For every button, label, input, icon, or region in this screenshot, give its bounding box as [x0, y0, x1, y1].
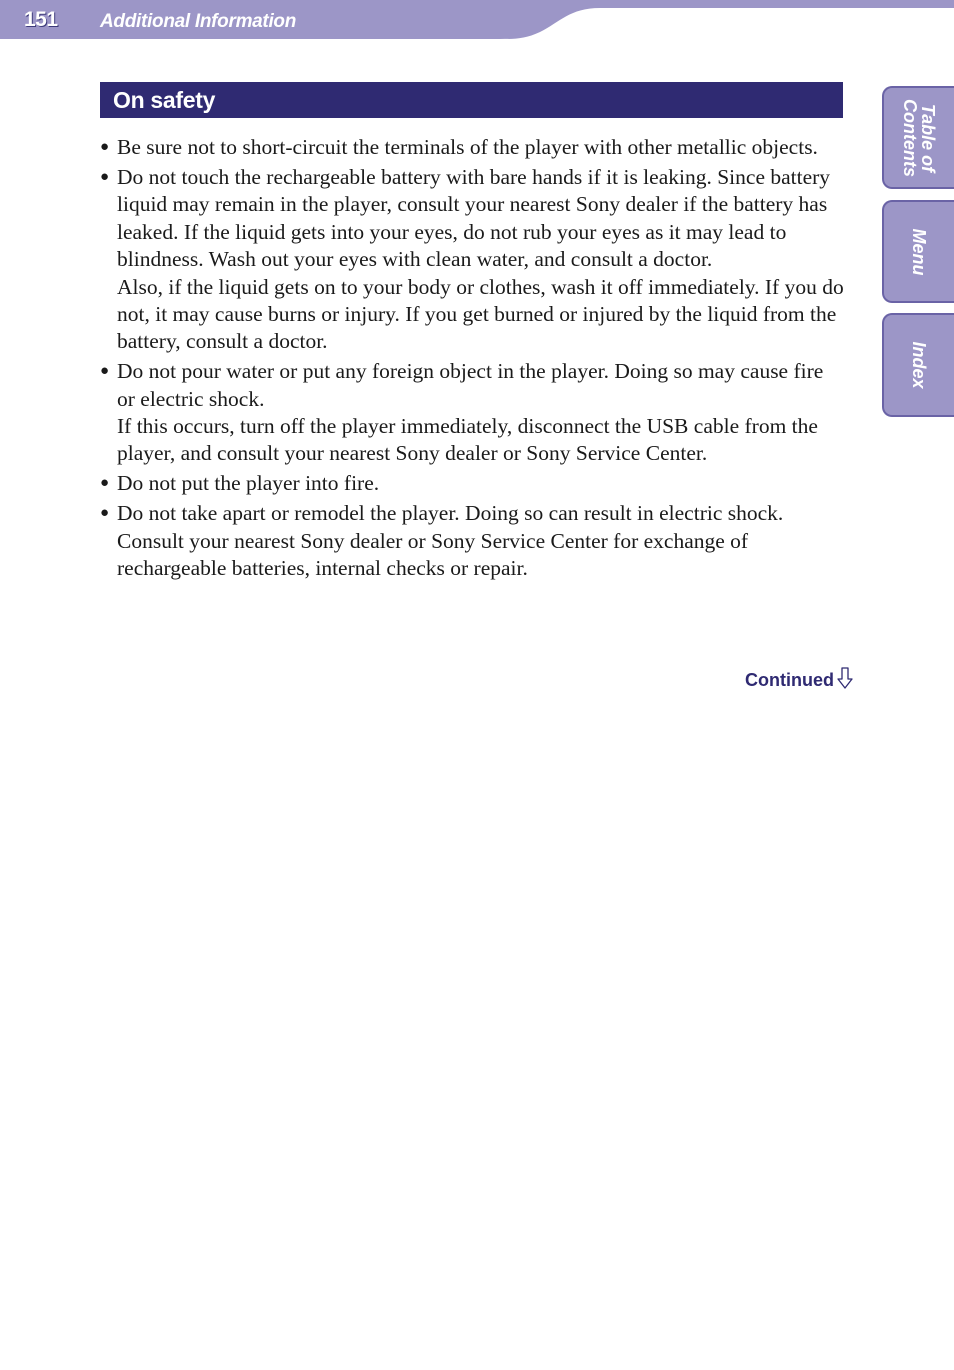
title-bar [100, 82, 843, 118]
tab-menu[interactable] [882, 200, 954, 303]
paragraph: Do not take apart or remodel the player. Doing so can result in electric shock. Consult your nearest Sony dealer or Sony Service Center for exchange of rechargeable batteries, internal checks or repair. [117, 501, 784, 581]
paragraph: Do not touch the rechargeable battery with bare hands if it is leaking. Since battery liquid may remain in the player, consult your nearest Sony dealer if the battery has leaked. If the liquid gets into your eyes, do not rub your eyes as it may lead to blindness. Wash out your eyes with clean water, and consult a doctor. [117, 164, 831, 272]
list-item [100, 164, 845, 356]
list-item [100, 134, 845, 161]
paragraph: Do not put the player into fire. [117, 471, 380, 496]
bullet-icon: ● [100, 363, 110, 380]
list-item [100, 470, 845, 497]
page-title: On safety [113, 87, 216, 113]
tab-menu-label: Menu [909, 228, 929, 275]
content-body [100, 134, 845, 585]
tab-index[interactable] [882, 313, 954, 417]
page-number: 151 [24, 8, 58, 31]
arrow-down-icon [837, 667, 853, 694]
tab-table-of-contents-label: Table of Contents [900, 98, 938, 177]
tab-index-label: Index [909, 341, 929, 389]
header-band [0, 0, 954, 40]
tab-table-of-contents[interactable] [882, 86, 954, 189]
section-header: Additional Information [100, 11, 297, 32]
paragraph: If this occurs, turn off the player immediately, disconnect the USB cable from the player, and consult your nearest Sony dealer or Sony Service Center. [117, 414, 818, 466]
paragraph: Do not pour water or put any foreign object in the player. Doing so may cause fire or electric shock. [117, 359, 824, 411]
list-item [100, 500, 845, 582]
continued-link[interactable] [745, 667, 853, 694]
bullet-icon: ● [100, 139, 110, 155]
bullet-icon: ● [100, 168, 110, 185]
continued-label: Continued [745, 670, 834, 690]
bullet-icon: ● [100, 475, 110, 492]
list-item [100, 358, 845, 468]
paragraph: Be sure not to short-circuit the terminals of the player with other metallic objects. [117, 135, 818, 159]
paragraph: Also, if the liquid gets on to your body or clothes, wash it off immediately. If you do not, it may cause burns or injury. If you get burned or injured by the liquid from the battery, consult a doctor. [117, 274, 844, 354]
bullet-icon: ● [100, 505, 110, 522]
